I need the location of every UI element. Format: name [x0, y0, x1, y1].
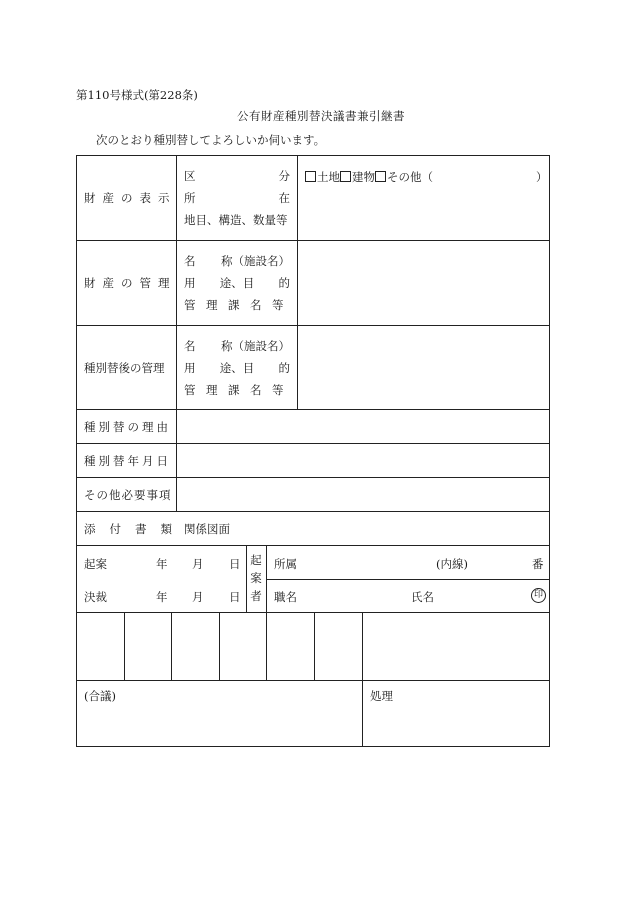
building-checkbox[interactable] [340, 171, 351, 182]
grid-line [124, 612, 125, 680]
grid-line [76, 409, 550, 410]
extension-number-suffix: 番 [532, 557, 544, 571]
label-text: 称（施設名） [221, 339, 290, 353]
other-checkbox[interactable] [375, 171, 386, 182]
grid-line [246, 545, 247, 612]
sub-label-dept: 管理課名等 [184, 298, 294, 312]
form-number: 第110号様式(第228条) [76, 88, 198, 102]
affiliation-label: 所属 [274, 557, 297, 571]
consultation-label: (合議) [84, 689, 116, 703]
label-text: 途、目 [219, 276, 255, 290]
grid-line [76, 325, 550, 326]
decision-day: 日 [229, 590, 241, 604]
draft-month: 月 [192, 557, 204, 571]
label-char: 在 [278, 191, 290, 205]
label-text: 途、目 [219, 361, 255, 375]
grid-line [297, 155, 298, 409]
grid-line [76, 511, 550, 512]
row-label-asset-display: 財産の表示 [84, 191, 177, 205]
sub-label-land-details: 地目、構造、数量等 [184, 213, 288, 227]
name-label: 氏名 [411, 590, 434, 604]
grid-line [266, 579, 550, 580]
draft-day: 日 [229, 557, 241, 571]
processing-label: 処理 [370, 689, 393, 703]
sub-label-dept: 管理課名等 [184, 383, 294, 397]
drafter-label: 起案者 [250, 553, 262, 603]
position-label: 職名 [274, 590, 297, 604]
asset-type-options [305, 169, 433, 185]
sub-label-purpose [184, 360, 290, 376]
sub-label-name [184, 338, 290, 354]
row-label-reason: 種別替の理由 [84, 420, 171, 434]
label-char: 的 [278, 276, 290, 290]
decision-month: 月 [192, 590, 204, 604]
grid-line [219, 612, 220, 680]
grid-line [76, 477, 550, 478]
other-option-close: ） [536, 170, 548, 184]
land-checkbox[interactable] [305, 171, 316, 182]
row-label-after-management: 種別替後の管理 [84, 361, 165, 375]
row-label-attachments: 添付書類 [84, 522, 186, 536]
label-char: 用 [184, 276, 196, 290]
grid-line [362, 612, 363, 747]
row-label-asset-management: 財産の管理 [84, 276, 177, 290]
building-option-label: 建物 [352, 170, 375, 184]
seal-icon: 印 [531, 588, 546, 603]
label-char: 名 [184, 254, 196, 268]
draft-label: 起案 [84, 557, 107, 571]
row-label-other: その他必要事項 [84, 488, 172, 502]
label-char: 用 [184, 361, 196, 375]
label-char: 所 [184, 191, 196, 205]
land-option-label: 土地 [317, 170, 340, 184]
other-option-label: その他（ [387, 170, 433, 184]
grid-line [76, 612, 550, 613]
grid-line [314, 612, 315, 680]
sub-label-name [184, 253, 290, 269]
label-char: 分 [278, 169, 290, 183]
decision-label: 決裁 [84, 590, 107, 604]
form-title: 公有財産種別替決議書兼引継書 [237, 109, 405, 123]
attachments-value: 関係図面 [184, 522, 230, 536]
grid-line [76, 680, 550, 681]
label-char: 区 [184, 169, 196, 183]
extension-label: (内線) [436, 557, 468, 571]
sub-label-location [184, 190, 290, 206]
label-text: 称（施設名） [221, 254, 290, 268]
draft-year: 年 [156, 557, 168, 571]
sub-label-purpose [184, 275, 290, 291]
grid-line [266, 545, 267, 680]
grid-line [76, 240, 550, 241]
sub-label-category [184, 168, 290, 184]
label-char: 名 [184, 339, 196, 353]
grid-line [176, 155, 177, 511]
grid-line [171, 612, 172, 680]
label-char: 的 [278, 361, 290, 375]
grid-line [76, 545, 550, 546]
row-label-date: 種別替年月日 [84, 454, 171, 468]
decision-year: 年 [156, 590, 168, 604]
intro-text: 次のとおり種別替してよろしいか伺います。 [96, 133, 326, 147]
form-table [76, 155, 550, 747]
grid-line [76, 443, 550, 444]
